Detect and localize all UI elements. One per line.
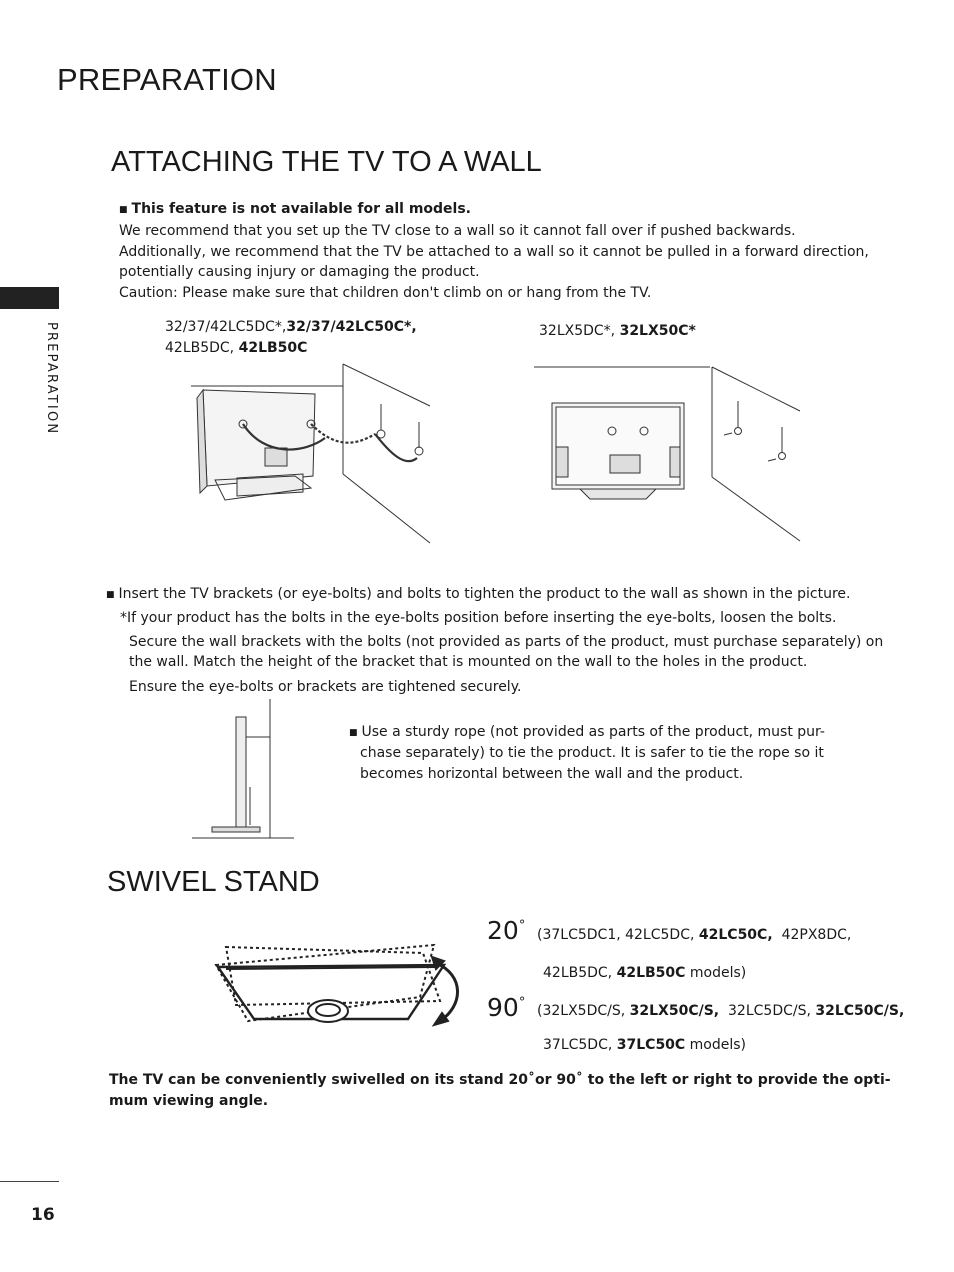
caution-text: Caution: Please make sure that children don't climb on or hang from the TV. [119,285,652,301]
figure1-caption-line2: 42LB5DC, 42LB50C [165,340,308,356]
rope-text-line3: becomes horizontal between the wall and the product. [360,766,744,782]
section-title-swivel: SWIVEL STAND [107,866,320,898]
square-bullet-icon: ■ [119,205,128,215]
paragraph-7: Ensure the eye-bolts or brackets are tightened securely. [129,679,522,695]
swivel-stand-figure [208,935,468,1035]
footer-divider [0,1181,59,1182]
page-number: 16 [31,1205,55,1225]
rope-text-line1: ■ Use a sturdy rope (not provided as parts of the product, must pur- [349,724,825,740]
swivel-desc-line2: mum viewing angle. [109,1093,269,1109]
figure1-caption-line1: 32/37/42LC5DC*,32/37/42LC50C*, [165,319,417,335]
square-bullet-icon: ■ [106,590,115,600]
note-loosen-bolts: *If your product has the bolts in the eye-bolts position before inserting the eye-bolts, loosen the bolts. [120,610,837,626]
side-tab-label: PREPARATION [44,322,59,436]
rope-text-line2: chase separately) to tie the product. It is safer to tie the rope so it [360,745,824,761]
paragraph-1: We recommend that you set up the TV close to a wall so it cannot fall over if pushed backwards. [119,223,796,239]
models-20-line2: 42LB5DC, 42LB50C models) [543,965,747,981]
feature-note: ■ This feature is not available for all models. [119,201,471,217]
tv-wall-figure-2 [530,365,805,545]
figure2-caption: 32LX5DC*, 32LX50C* [539,323,696,339]
models-90-line2: 37LC5DC, 37LC50C models) [543,1037,747,1053]
paragraph-6: the wall. Match the height of the bracket that is mounted on the wall to the holes in the product. [129,654,808,670]
models-90-line1: (32LX5DC/S, 32LX50C/S, 32LC5DC/S, 32LC50C/S, [537,1003,905,1019]
tv-wall-figure-1 [185,358,435,548]
square-bullet-icon: ■ [349,728,358,738]
paragraph-5: Secure the wall brackets with the bolts (not provided as parts of the product, must purchase separately) on [129,634,884,650]
tv-side-view-figure [190,697,298,839]
side-tab-marker [0,287,59,309]
page-header-title: PREPARATION [57,62,277,97]
section-title-wall: ATTACHING THE TV TO A WALL [111,146,542,178]
paragraph-2: Additionally, we recommend that the TV be attached to a wall so it cannot be pulled in a forward direction, [119,244,869,260]
models-20-line1: (37LC5DC1, 42LC5DC, 42LC50C, 42PX8DC, [537,927,852,943]
angle-20-label: 20° [487,916,526,945]
bullet-insert-brackets: ■ Insert the TV brackets (or eye-bolts) and bolts to tighten the product to the wall as shown in the picture. [106,586,851,602]
paragraph-3: potentially causing injury or damaging the product. [119,264,480,280]
swivel-desc-line1: The TV can be conveniently swivelled on its stand 20˚or 90˚ to the left or right to provide the opti- [109,1072,891,1088]
angle-90-label: 90° [487,993,526,1022]
